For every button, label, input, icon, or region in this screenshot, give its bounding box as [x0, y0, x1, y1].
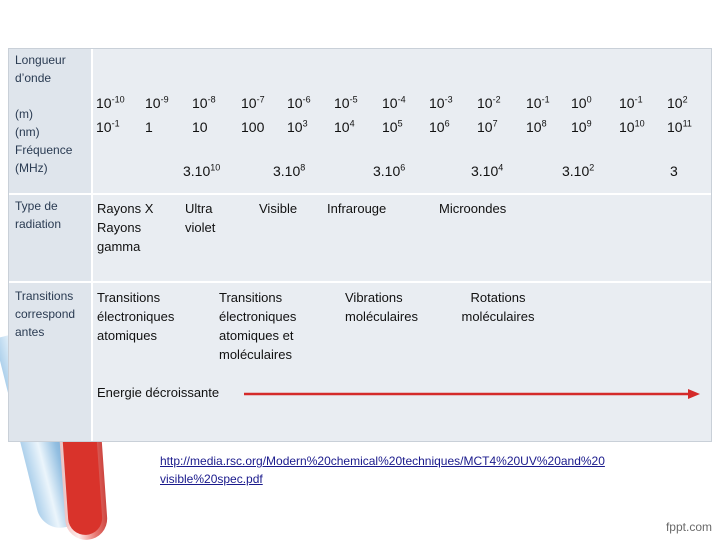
row-divider — [9, 281, 711, 283]
wavelength-m-value: $10^{-10}$ — [96, 94, 125, 111]
transition-electronic-atomic: Transitions électroniques atomiques — [97, 290, 175, 343]
radiation-uv: Ultra violet — [185, 201, 216, 235]
unit-nm-label: (nm) — [15, 125, 40, 139]
wavelength-nm-value: $10^{11}$ — [667, 118, 692, 135]
wavelength-nm-value: $10^6$ — [429, 118, 450, 135]
wavelength-m-value: $10^{-7}$ — [241, 94, 265, 111]
frequency-value: 3.10$^4$ — [471, 162, 504, 179]
wavelength-m-value: $10^{-8}$ — [192, 94, 216, 111]
wavelength-nm-value: 100 — [241, 119, 265, 135]
wavelength-nm-value: $10^7$ — [477, 118, 498, 135]
frequency-value: 3.10$^6$ — [373, 162, 406, 179]
wavelength-m-value: $10^{-1}$ — [526, 94, 550, 111]
frequency-value: 3 — [670, 163, 678, 179]
radiation-infrared: Infrarouge — [327, 201, 387, 216]
wavelength-m-value: $10^{-4}$ — [382, 94, 406, 111]
wavelength-nm-value: $10^{10}$ — [619, 118, 645, 135]
wavelength-m-value: $10^2$ — [667, 94, 688, 111]
red-liquid-image — [63, 439, 104, 536]
energy-arrow-icon — [244, 388, 700, 400]
frequency-value: 3.10$^2$ — [562, 162, 595, 179]
wavelength-nm-value: 10 — [192, 119, 208, 135]
wavelength-nm-value: $10^3$ — [287, 118, 308, 135]
wavelength-nm-value: $10^9$ — [571, 118, 592, 135]
frequency-value: 3.10$^8$ — [273, 162, 306, 179]
wavelength-nm-value: 1 — [145, 119, 153, 135]
wavelength-nm-value: $10^5$ — [382, 118, 403, 135]
row-divider — [9, 193, 711, 195]
unit-m-label: (m) — [15, 107, 33, 121]
transitions-label: Transitions correspondantes — [15, 289, 76, 339]
wavelength-label: Longueur d’onde — [15, 53, 66, 85]
transition-vibrations: Vibrations moléculaires — [345, 290, 418, 324]
wavelength-m-value: $10^{-2}$ — [477, 94, 501, 111]
frequency-label: Fréquence (MHz) — [15, 143, 73, 175]
source-link[interactable]: http://media.rsc.org/Modern%20chemical%20techniques/MCT4%20UV%20and%20 visible%20spec.pdf — [160, 454, 605, 486]
wavelength-nm-value: $10^8$ — [526, 118, 547, 135]
radiation-visible: Visible — [259, 201, 298, 216]
transition-rotations: Rotations moléculaires — [461, 290, 535, 324]
wavelength-m-value: $10^{-3}$ — [429, 94, 453, 111]
transition-electronic-molecular: Transitions électroniques atomiques et moléculaires — [219, 290, 297, 362]
spectrum-table — [8, 48, 712, 442]
footer-watermark: fppt.com — [665, 520, 712, 534]
wavelength-m-value: $10^{-9}$ — [145, 94, 169, 111]
wavelength-m-value: $10^0$ — [571, 94, 592, 111]
wavelength-nm-value: $10^{-1}$ — [96, 118, 120, 135]
radiation-type-label: Type de radiation — [15, 199, 62, 231]
wavelength-nm-value: $10^4$ — [334, 118, 355, 135]
wavelength-m-value: $10^{-6}$ — [287, 94, 311, 111]
wavelength-m-value: $10^{-5}$ — [334, 94, 358, 111]
radiation-microwave: Microondes — [439, 201, 507, 216]
energy-decreasing-label: Energie décroissante — [97, 385, 220, 400]
frequency-value: 3.10$^{10}$ — [183, 162, 221, 179]
wavelength-m-value: $10^{-1}$ — [619, 94, 643, 111]
radiation-xray-gamma: Rayons X Rayons gamma — [97, 201, 154, 254]
